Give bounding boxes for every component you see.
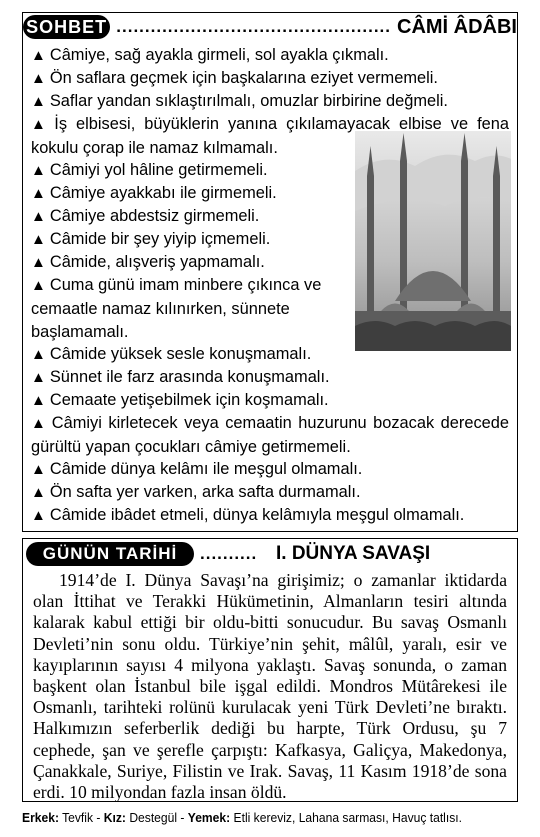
kiz-value: Destegül - bbox=[129, 810, 185, 825]
triangle-up-icon: ▲ bbox=[31, 369, 46, 386]
tarih-body: 1914’de I. Dünya Savaşı’na girişimiz; o zamanlar iktidarda olan İttihat ve Terakki Hükümetinin, Almanların tesiri altında kalarak kabul ettiği bir oldu-bitti sonucudur. Bu savaş Osmanlı Devleti’nin sonu oldu. Türkiye’nin şehit, mâlûl, yaralı, esir ve kayıplarının sayısı 4 milyona yaklaştı. Savaş sonunda, o zaman başkent olan İstanbul bile işgal edildi. Mondros Mütârekesi ile Osmanlı, tarihteki rolünü kurulacak yeni Türk Devleti’ne bıraktı. Halkımızın seferberlik dediği bu harpte, Türk Ordusu, şu 7 cephede, şan ve şerefle çarpıştı: Kafkasya, Galiçya, Makedonya, Çanakkale, Suriye, Filistin ve Irak. Savaş, 11 Kasım 1918’de sona erdi. 10 milyondan fazla insan öldü. bbox=[33, 570, 507, 803]
list-item: ▲ Câmide, alışveriş yapmamalı. bbox=[31, 253, 265, 271]
list-item: ▲ Câmide ibâdet etmeli, dünya kelâmıyla meşgul olmamalı. bbox=[31, 506, 465, 524]
sohbet-label: SOHBET bbox=[23, 15, 110, 39]
page bbox=[22, 12, 518, 802]
list-item: ▲ Ön saflara geçmek için başkalarına eziyet vermemeli. bbox=[31, 69, 438, 87]
triangle-up-icon: ▲ bbox=[31, 507, 46, 524]
erkek-value: Tevfik - bbox=[62, 810, 101, 825]
tarih-header bbox=[23, 540, 517, 568]
sohbet-header bbox=[23, 13, 517, 41]
header-dots: .......... bbox=[200, 544, 258, 563]
list-item: ▲ Câmiye abdestsiz girmemeli. bbox=[31, 207, 260, 225]
header-dots: ................................................ bbox=[116, 17, 391, 36]
triangle-up-icon: ▲ bbox=[31, 93, 46, 110]
list-item: ▲ İş elbisesi, büyüklerin yanına çıkılamayacak elbise ve fena kokulu çorap ile namaz kılmamalı. bbox=[31, 115, 509, 157]
triangle-up-icon: ▲ bbox=[31, 185, 46, 202]
list-item: ▲ Câmiye ayakkabı ile girmemeli. bbox=[31, 184, 277, 202]
triangle-up-icon: ▲ bbox=[31, 461, 46, 478]
list-item: ▲ Cuma günü imam minbere çıkınca ve cemaatle namaz kılınırken, sünnete başlamamalı. bbox=[31, 276, 322, 341]
list-item: ▲ Saflar yandan sıklaştırılmalı, omuzlar birbirine değmeli. bbox=[31, 92, 448, 110]
kiz-label: Kız: bbox=[103, 810, 126, 825]
list-item: ▲ Sünnet ile farz arasında konuşmamalı. bbox=[31, 368, 330, 386]
list-item: ▲ Câmiyi yol hâline getirmemeli. bbox=[31, 161, 268, 179]
triangle-up-icon: ▲ bbox=[31, 277, 46, 294]
triangle-up-icon: ▲ bbox=[31, 162, 46, 179]
triangle-up-icon: ▲ bbox=[31, 415, 48, 432]
triangle-up-icon: ▲ bbox=[31, 70, 46, 87]
triangle-up-icon: ▲ bbox=[31, 47, 46, 64]
list-item: ▲ Câmide dünya kelâmı ile meşgul olmamalı. bbox=[31, 460, 363, 478]
list-item: ▲ Ön safta yer varken, arka safta durmamalı. bbox=[31, 483, 361, 501]
tarih-label: GÜNÜN TARİHİ bbox=[26, 542, 194, 566]
list-item: ▲ Câmide yüksek sesle konuşmamalı. bbox=[31, 345, 312, 363]
sohbet-section bbox=[22, 12, 518, 532]
name-of-day-footer bbox=[22, 810, 483, 825]
mosque-photo bbox=[355, 131, 511, 351]
list-item: ▲ Câmiye, sağ ayakla girmeli, sol ayakla çıkmalı. bbox=[31, 46, 389, 64]
triangle-up-icon: ▲ bbox=[31, 392, 46, 409]
tarih-title: I. DÜNYA SAVAŞI bbox=[276, 543, 431, 564]
triangle-up-icon: ▲ bbox=[31, 484, 46, 501]
yemek-value: Etli kereviz, Lahana sarması, Havuç tatlısı. bbox=[233, 810, 462, 825]
list-item: ▲ Câmiyi kirletecek veya cemaatin huzurunu bozacak derecede gürültü yapan çocukları câmiye getirmemeli. bbox=[31, 414, 509, 456]
triangle-up-icon: ▲ bbox=[31, 116, 51, 133]
list-item: ▲ Câmide bir şey yiyip içmemeli. bbox=[31, 230, 271, 248]
erkek-label: Erkek: bbox=[22, 810, 59, 825]
triangle-up-icon: ▲ bbox=[31, 254, 46, 271]
gunun-tarihi-section bbox=[22, 538, 518, 802]
triangle-up-icon: ▲ bbox=[31, 231, 46, 248]
sohbet-title: CÂMİ ÂDÂBI bbox=[397, 15, 517, 38]
list-item: ▲ Cemaate yetişebilmek için koşmamalı. bbox=[31, 391, 329, 409]
yemek-label: Yemek: bbox=[187, 810, 231, 825]
triangle-up-icon: ▲ bbox=[31, 346, 46, 363]
triangle-up-icon: ▲ bbox=[31, 208, 46, 225]
